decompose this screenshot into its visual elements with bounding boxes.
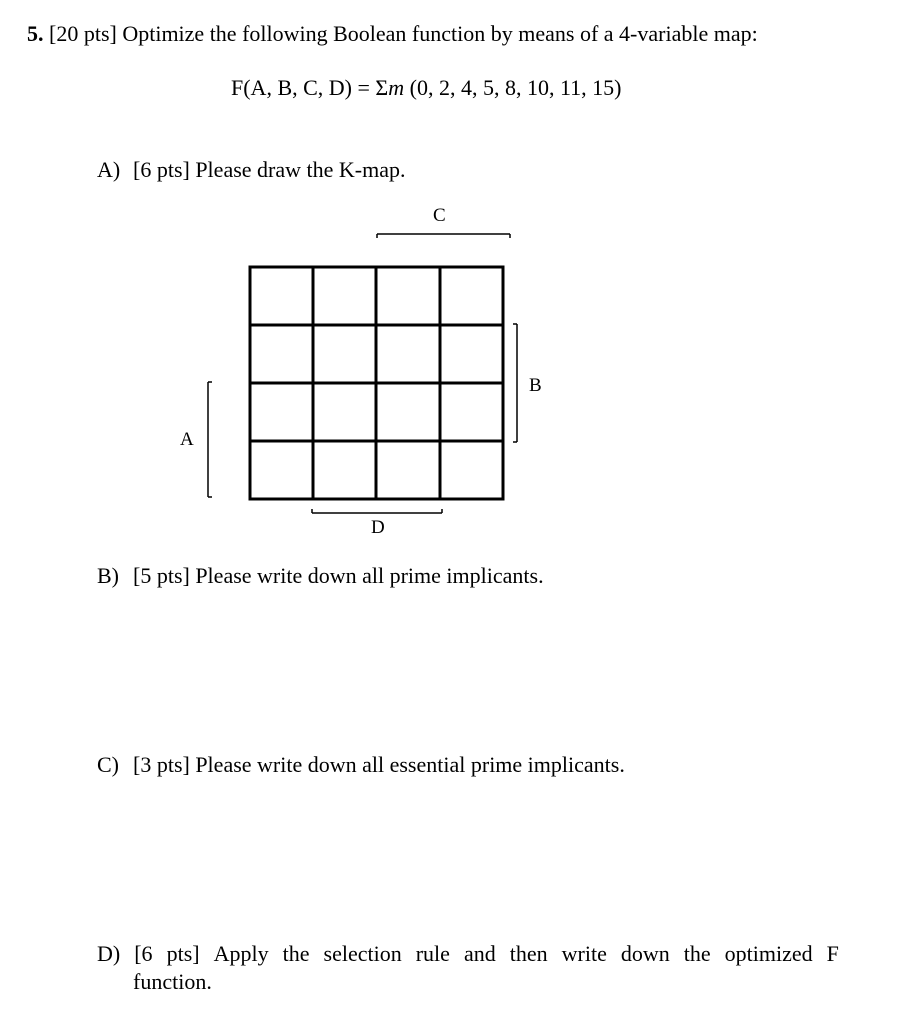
part-a-letter: A): [97, 157, 121, 182]
kmap-label-c: C: [433, 205, 446, 226]
part-d-word: optimized: [724, 941, 813, 966]
formula-lhs: F(A, B, C, D) = Σ: [231, 75, 389, 100]
part-b-text: [5 pts] Please write down all prime implicants.: [133, 563, 544, 588]
formula-terms: (0, 2, 4, 5, 8, 10, 11, 15): [404, 75, 622, 100]
part-d-line-2: function.: [133, 969, 212, 994]
part-d-word: F: [826, 941, 839, 966]
part-d-word: and: [463, 941, 496, 966]
part-d-word: down: [620, 941, 670, 966]
part-d: [97, 940, 857, 996]
part-b-letter: B): [97, 563, 119, 588]
part-c-text: [3 pts] Please write down all essential prime implicants.: [133, 752, 625, 777]
formula-minterm-symbol: m: [388, 75, 405, 100]
part-d-word: write: [561, 941, 607, 966]
kmap-label-d: D: [371, 517, 385, 538]
kmap-label-b: B: [529, 375, 542, 396]
part-d-word: rule: [415, 941, 450, 966]
part-d-line-1: [97, 940, 839, 968]
part-d-word: pts]: [166, 941, 200, 966]
kmap-label-a: A: [180, 429, 194, 450]
part-c: [97, 751, 625, 779]
part-b: [97, 562, 544, 590]
part-d-letter: D): [97, 941, 121, 966]
part-d-word: the: [282, 941, 310, 966]
part-d-word: Apply: [213, 941, 269, 966]
question-number: 5.: [27, 21, 44, 46]
part-a-text: [6 pts] Please draw the K-map.: [133, 157, 406, 182]
part-d-word: selection: [323, 941, 402, 966]
part-d-word: the: [683, 941, 711, 966]
part-d-word: [6: [134, 941, 153, 966]
part-c-letter: C): [97, 752, 119, 777]
question-text: [20 pts] Optimize the following Boolean function by means of a 4-variable map:: [49, 21, 758, 46]
part-d-word: then: [509, 941, 548, 966]
